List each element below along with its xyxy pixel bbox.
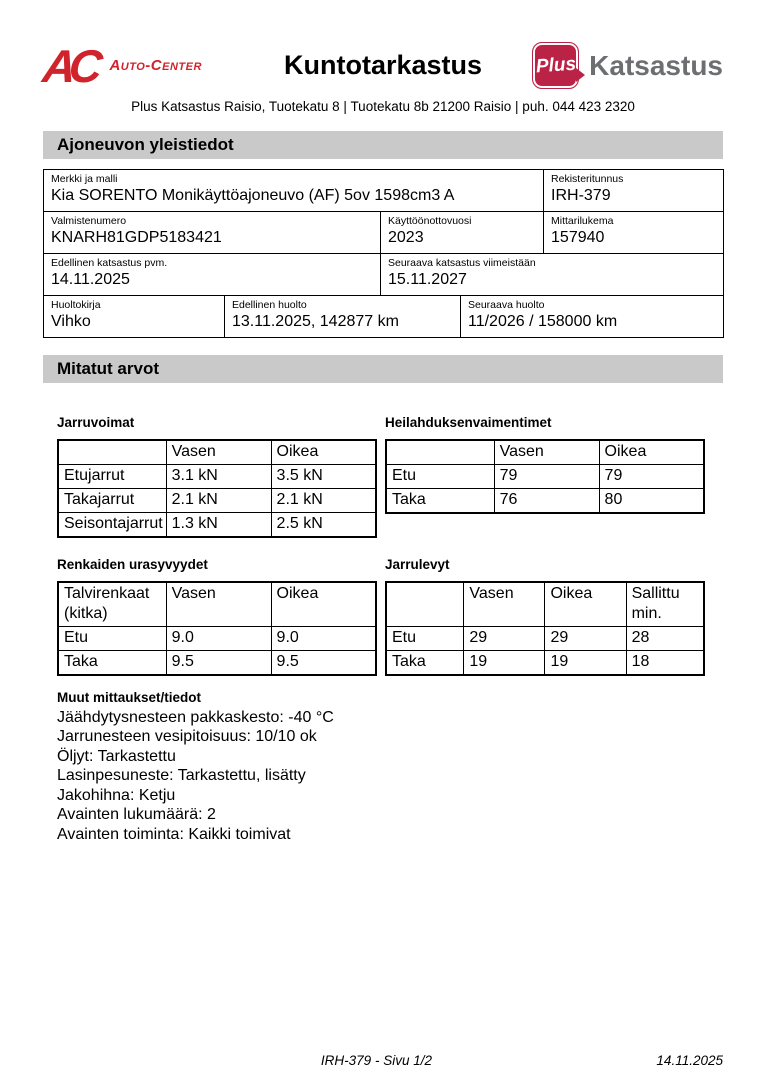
measured-table-value: 79 xyxy=(599,464,704,488)
measured-table-row xyxy=(58,512,376,537)
plus-badge-icon xyxy=(532,42,579,89)
measured-table-header-cell: Vasen xyxy=(494,440,599,465)
measured-table-header-cell xyxy=(386,582,464,627)
measured-table-value: 3.1 kN xyxy=(166,464,271,488)
field-value: Kia SORENTO Monikäyttöajoneuvo (AF) 5ov 1598cm3 A xyxy=(51,187,455,205)
plus-badge-tail-icon xyxy=(576,68,585,82)
other-measurements-title: Muut mittaukset/tiedot xyxy=(57,689,201,705)
measured-table xyxy=(385,581,705,676)
measured-table-row xyxy=(386,464,704,488)
measured-table-value: 29 xyxy=(545,626,626,650)
plus-katsastus-logo xyxy=(508,42,723,89)
measured-table-row xyxy=(58,464,376,488)
vehicle-info-row xyxy=(44,295,724,337)
measured-table-value: 19 xyxy=(545,650,626,675)
field-odometer xyxy=(544,211,724,253)
field-label: Edellinen huolto xyxy=(232,298,307,311)
measured-table-value: 28 xyxy=(626,626,704,650)
measured-table-title: Renkaiden urasyvyydet xyxy=(57,556,208,572)
field-label: Rekisteritunnus xyxy=(551,173,624,185)
katsastus-label: Katsastus xyxy=(589,49,723,81)
measured-table-row-label: Taka xyxy=(58,650,166,675)
field-value: KNARH81GDP5183421 xyxy=(51,229,222,247)
document-header xyxy=(40,0,723,95)
field-value: 2023 xyxy=(388,229,424,247)
footer-page-info: IRH-379 - Sivu 1/2 xyxy=(320,1053,432,1068)
measured-table-header-cell: Vasen xyxy=(464,582,545,627)
measured-table-header-cell: Talvirenkaat (kitka) xyxy=(58,582,166,627)
measured-table-row xyxy=(58,488,376,512)
measured-table-value: 9.5 xyxy=(166,650,271,675)
measured-table-header-cell: Sallittu min. xyxy=(626,582,704,627)
auto-center-logo xyxy=(40,39,258,92)
auto-center-monogram-icon: AC xyxy=(40,39,99,92)
measured-table-row xyxy=(386,626,704,650)
field-next-inspection xyxy=(381,253,724,295)
other-measurements xyxy=(57,690,723,845)
measured-table-header-cell: Oikea xyxy=(545,582,626,627)
section-header-measured-values: Mitatut arvot xyxy=(43,355,723,383)
measurement-line: Jakohihna: Ketju xyxy=(57,786,176,804)
measured-table-value: 9.0 xyxy=(271,626,376,650)
measured-table-value: 9.0 xyxy=(166,626,271,650)
measured-table-row xyxy=(386,650,704,675)
measurement-line: Jarrunesteen vesipitoisuus: 10/10 ok xyxy=(57,728,317,746)
field-value: 11/2026 / 158000 km xyxy=(468,312,618,330)
field-label: Merkki ja malli xyxy=(51,173,118,185)
field-label: Käyttöönottovuosi xyxy=(388,214,472,227)
measured-table-row-label: Takajarrut xyxy=(58,488,166,512)
measured-table-header-row xyxy=(386,582,704,627)
field-label: Seuraava huolto xyxy=(468,298,545,311)
plus-badge-label: Plus xyxy=(534,53,577,77)
field-label: Edellinen katsastus pvm. xyxy=(51,256,168,269)
field-value: 15.11.2027 xyxy=(388,270,467,288)
field-next-service xyxy=(461,295,724,337)
measured-table-row-label: Etu xyxy=(386,464,494,488)
measured-table-value: 79 xyxy=(494,464,599,488)
vehicle-info-row xyxy=(44,211,724,253)
page-title: Kuntotarkastus xyxy=(283,50,483,80)
measured-table-row-label: Taka xyxy=(386,650,464,675)
measured-table-header-cell xyxy=(58,440,166,465)
measured-table-value: 9.5 xyxy=(271,650,376,675)
measured-table-header-row xyxy=(386,440,704,465)
station-address: Plus Katsastus Raisio, Tuotekatu 8 | Tuotekatu 8b 21200 Raisio | puh. 044 423 2320 xyxy=(131,99,635,114)
measured-table-value: 1.3 kN xyxy=(166,512,271,537)
measured-table-header-row xyxy=(58,582,376,627)
field-value: 13.11.2025, 142877 km xyxy=(232,312,399,330)
section-header-general-info: Ajoneuvon yleistiedot xyxy=(43,131,723,159)
field-previous-inspection xyxy=(44,253,381,295)
measured-table xyxy=(57,581,377,676)
measured-table-header-row xyxy=(58,440,376,465)
field-label: Seuraava katsastus viimeistään xyxy=(388,256,536,269)
measured-table-row xyxy=(58,650,376,675)
measurement-line: Öljyt: Tarkastettu xyxy=(57,747,176,765)
footer-date: 14.11.2025 xyxy=(656,1053,723,1068)
field-service-book xyxy=(44,295,225,337)
measured-table-header-cell xyxy=(386,440,494,465)
measured-table-value: 2.5 kN xyxy=(271,512,376,537)
vehicle-info-row xyxy=(44,170,724,212)
measured-table-value: 19 xyxy=(464,650,545,675)
measured-table-heilahduksenvaimentimet xyxy=(385,415,705,538)
field-registration-number xyxy=(544,170,724,212)
measured-table-value: 2.1 kN xyxy=(166,488,271,512)
measured-table-renkaiden-urasyvyydet xyxy=(57,557,377,676)
measured-table-value: 80 xyxy=(599,488,704,513)
measurement-line: Jäähdytysnesteen pakkaskesto: -40 °C xyxy=(57,708,334,726)
measured-table-row-label: Etu xyxy=(386,626,464,650)
auto-center-name: Auto-Center xyxy=(109,57,202,74)
measured-table-value: 18 xyxy=(626,650,704,675)
measurement-line: Avainten lukumäärä: 2 xyxy=(57,806,216,824)
field-value: 157940 xyxy=(551,229,605,247)
measurement-line: Lasinpesuneste: Tarkastettu, lisätty xyxy=(57,767,306,785)
field-label: Mittarilukema xyxy=(551,214,614,227)
measured-table-row-label: Etu xyxy=(58,626,166,650)
measured-table-value: 2.1 kN xyxy=(271,488,376,512)
field-vin xyxy=(44,211,381,253)
field-previous-service xyxy=(225,295,461,337)
vehicle-info-table xyxy=(43,169,724,338)
measured-table-row-label: Seisontajarrut xyxy=(58,512,166,537)
measured-table-title: Jarrulevyt xyxy=(385,556,450,572)
measured-table xyxy=(57,439,377,538)
measured-table-value: 3.5 kN xyxy=(271,464,376,488)
measured-table-title: Heilahduksenvaimentimet xyxy=(385,414,552,430)
field-make-model xyxy=(44,170,544,212)
measurement-line: Avainten toiminta: Kaikki toimivat xyxy=(57,825,291,843)
measured-table xyxy=(385,439,705,514)
other-measurements-lines xyxy=(57,708,723,845)
field-value: Vihko xyxy=(51,312,91,330)
measured-table-title: Jarruvoimat xyxy=(57,414,135,430)
measured-table-header-cell: Vasen xyxy=(166,440,271,465)
measured-table-header-cell: Vasen xyxy=(166,582,271,627)
field-first-use-year xyxy=(381,211,544,253)
measured-table-value: 76 xyxy=(494,488,599,513)
measured-table-row-label: Taka xyxy=(386,488,494,513)
measured-tables-grid xyxy=(57,415,723,676)
measured-table-row xyxy=(386,488,704,513)
field-value: 14.11.2025 xyxy=(51,270,130,288)
measured-table-row-label: Etujarrut xyxy=(58,464,166,488)
field-label: Huoltokirja xyxy=(51,298,101,311)
measured-table-jarruvoimat xyxy=(57,415,377,538)
field-value: IRH-379 xyxy=(551,187,611,205)
field-label: Valmistenumero xyxy=(51,214,127,227)
measured-table-header-cell: Oikea xyxy=(271,582,376,627)
measured-table-jarrulevyt xyxy=(385,557,705,676)
measured-table-row xyxy=(58,626,376,650)
measured-table-header-cell: Oikea xyxy=(599,440,704,465)
measured-table-header-cell: Oikea xyxy=(271,440,376,465)
vehicle-info-row xyxy=(44,253,724,295)
measured-table-value: 29 xyxy=(464,626,545,650)
